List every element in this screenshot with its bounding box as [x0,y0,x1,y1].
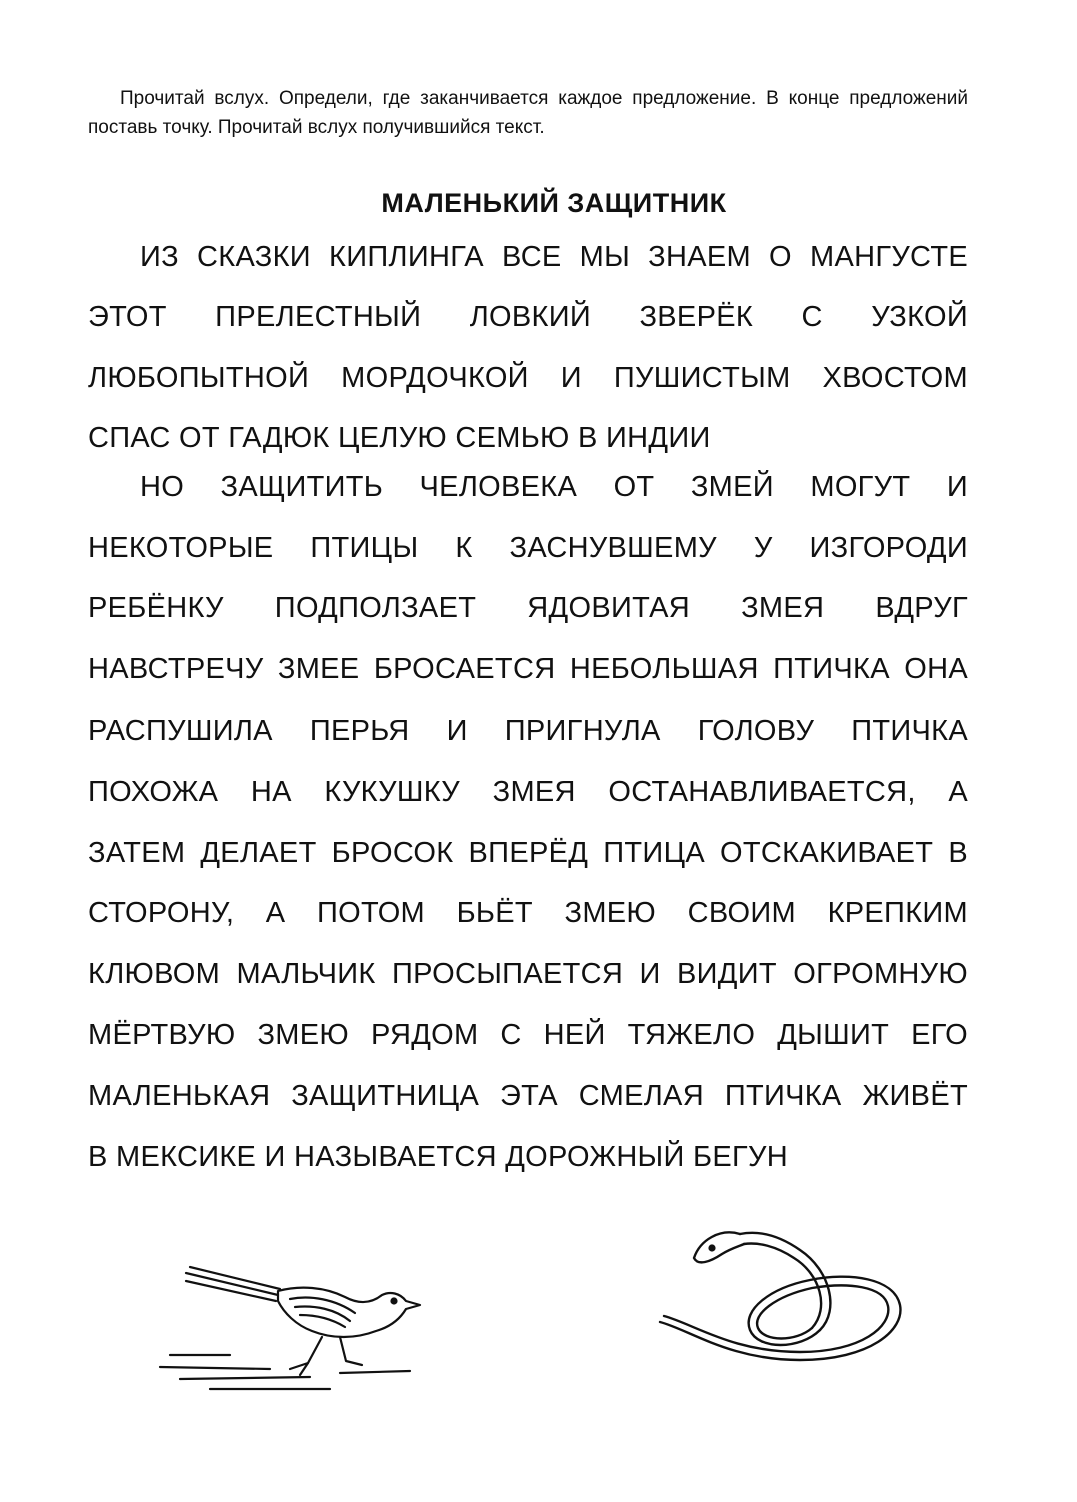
story-line: РАСПУШИЛА ПЕРЬЯ И ПРИГНУЛА ГОЛОВУ ПТИЧКА [88,715,968,747]
instruction-text: Прочитай вслух. Определи, где заканчивается каждое предложение. В конце предложений поставь точку. Прочитай вслух получившийся текст. [88,88,968,138]
story-line: МЁРТВУЮ ЗМЕЮ РЯДОМ С НЕЙ ТЯЖЕЛО ДЫШИТ ЕГО [88,1019,968,1051]
story-line: ЛЮБОПЫТНОЙ МОРДОЧКОЙ И ПУШИСТЫМ ХВОСТОМ [88,362,968,394]
story-line: МАЛЕНЬКАЯ ЗАЩИТНИЦА ЭТА СМЕЛАЯ ПТИЧКА ЖИВЁТ [88,1080,968,1112]
story-title: МАЛЕНЬКИЙ ЗАЩИТНИК [381,188,727,218]
story-line: ИЗ СКАЗКИ КИПЛИНГА ВСЕ МЫ ЗНАЕМ О МАНГУСТЕ [140,241,968,273]
story-line: КЛЮВОМ МАЛЬЧИК ПРОСЫПАЕТСЯ И ВИДИТ ОГРОМНУЮ [88,958,968,990]
story-line: НАВСТРЕЧУ ЗМЕЕ БРОСАЕТСЯ НЕБОЛЬШАЯ ПТИЧКА ОНА [88,653,968,685]
story-line: В МЕКСИКЕ И НАЗЫВАЕТСЯ ДОРОЖНЫЙ БЕГУН [88,1141,788,1173]
story-line: ЗАТЕМ ДЕЛАЕТ БРОСОК ВПЕРЁД ПТИЦА ОТСКАКИВАЕТ В [88,837,968,869]
story-line: НЕКОТОРЫЕ ПТИЦЫ К ЗАСНУВШЕМУ У ИЗГОРОДИ [88,532,968,564]
bird-icon [150,1255,440,1405]
story-line: ПОХОЖА НА КУКУШКУ ЗМЕЯ ОСТАНАВЛИВАЕТСЯ, А [88,776,968,808]
story-line: СПАС ОТ ГАДЮК ЦЕЛУЮ СЕМЬЮ В ИНДИИ [88,422,711,454]
story-line: ЭТОТ ПРЕЛЕСТНЫЙ ЛОВКИЙ ЗВЕРЁК С УЗКОЙ [88,301,968,333]
snake-icon [650,1210,920,1380]
story-line: СТОРОНУ, А ПОТОМ БЬЁТ ЗМЕЮ СВОИМ КРЕПКИМ [88,897,968,929]
story-line: НО ЗАЩИТИТЬ ЧЕЛОВЕКА ОТ ЗМЕЙ МОГУТ И [140,471,968,503]
story-line: РЕБЁНКУ ПОДПОЛЗАЕТ ЯДОВИТАЯ ЗМЕЯ ВДРУГ [88,592,968,624]
